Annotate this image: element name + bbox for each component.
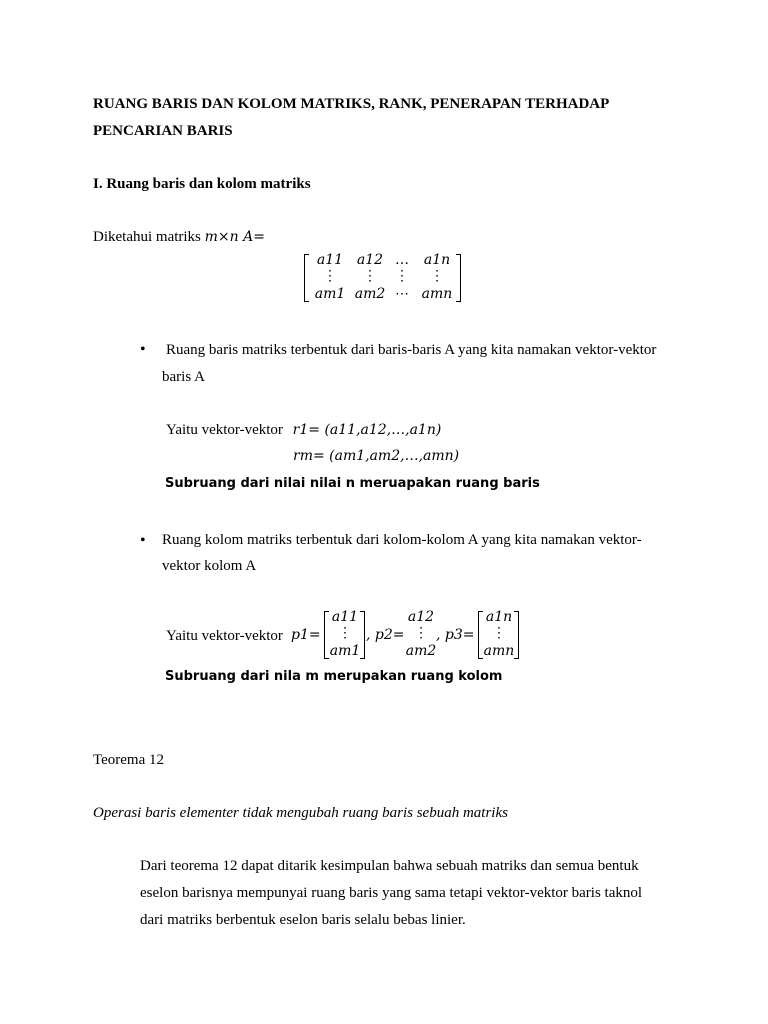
intro-math: m×n A= — [204, 229, 265, 245]
intro-text: Diketahui matriks — [93, 229, 205, 245]
matrix-cell: ⋮ — [395, 268, 409, 284]
yaitu-text: Yaitu vektor-vektor — [166, 422, 287, 438]
conclusion-line3: dari matriks berbentuk eselon baris selalu bebas linier. — [140, 912, 466, 928]
bullet1-yaitu — [166, 421, 441, 439]
rm-equation: rm= (am1,am2,…,amn) — [293, 448, 460, 464]
conclusion-line1: Dari teorema 12 dapat ditarik kesimpulan bahwa sebuah matriks dan semua bentuk — [140, 858, 639, 874]
p2-label: , p2= — [366, 627, 405, 643]
matrix-a — [300, 252, 466, 304]
matrix-cell: amn — [421, 286, 453, 302]
vector-cell: ⋮ — [492, 625, 506, 641]
theorem-label: Teorema 12 — [93, 752, 165, 768]
r1-equation: r1= (a11,a12,…,a1n) — [292, 422, 442, 438]
bullet2-line1: Ruang kolom matriks terbentuk dari kolom-kolom A yang kita namakan vektor- — [162, 532, 642, 548]
vector-cell: ⋮ — [338, 625, 352, 641]
vector-cell: a11 — [331, 609, 359, 625]
title-line-1: RUANG BARIS DAN KOLOM MATRIKS, RANK, PENERAPAN TERHADAP — [93, 96, 610, 112]
vector-cell: am1 — [329, 643, 361, 659]
intro-sentence — [93, 228, 265, 246]
matrix-cell: a11 — [316, 252, 344, 268]
matrix-cell: am1 — [314, 286, 346, 302]
vector-cell: a12 — [407, 609, 435, 625]
bullet1-line2: baris A — [162, 369, 205, 385]
section-heading: I. Ruang baris dan kolom matriks — [93, 176, 311, 192]
bullet-marker: • — [140, 341, 146, 358]
bullet-marker: • — [140, 532, 146, 549]
bullet2-yaitu: Yaitu vektor-vektor — [166, 628, 283, 644]
p1-vector — [322, 609, 368, 661]
vector-cell: amn — [483, 643, 515, 659]
matrix-cell: ⋮ — [363, 268, 377, 284]
p3-label: , p3= — [436, 627, 475, 643]
matrix-cell: ⋮ — [323, 268, 337, 284]
vector-cell: a1n — [485, 609, 513, 625]
matrix-cell: a1n — [423, 252, 451, 268]
title-line-2: PENCARIAN BARIS — [93, 123, 233, 139]
matrix-cell: ⋯ — [395, 286, 409, 302]
conclusion-line2: eselon barisnya mempunyai ruang baris yang sama tetapi vektor-vektor baris taknol — [140, 885, 643, 901]
p3-vector — [476, 609, 522, 661]
bullet1-subruang: Subruang dari nilai nilai n meruapakan ruang baris — [165, 476, 540, 491]
bullet2-line2: vektor kolom A — [162, 558, 257, 574]
vector-cell: ⋮ — [414, 625, 428, 641]
p1-label: p1= — [291, 627, 321, 643]
bullet2-subruang: Subruang dari nila m merupakan ruang kolom — [165, 669, 503, 684]
matrix-cell: a12 — [356, 252, 384, 268]
matrix-cell: ⋮ — [430, 268, 444, 284]
theorem-statement: Operasi baris elementer tidak mengubah ruang baris sebuah matriks — [93, 805, 508, 821]
bullet1-line1: Ruang baris matriks terbentuk dari baris-baris A yang kita namakan vektor-vektor — [166, 342, 657, 358]
matrix-cell: … — [395, 252, 409, 268]
matrix-cell: am2 — [354, 286, 386, 302]
vector-cell: am2 — [405, 643, 437, 659]
